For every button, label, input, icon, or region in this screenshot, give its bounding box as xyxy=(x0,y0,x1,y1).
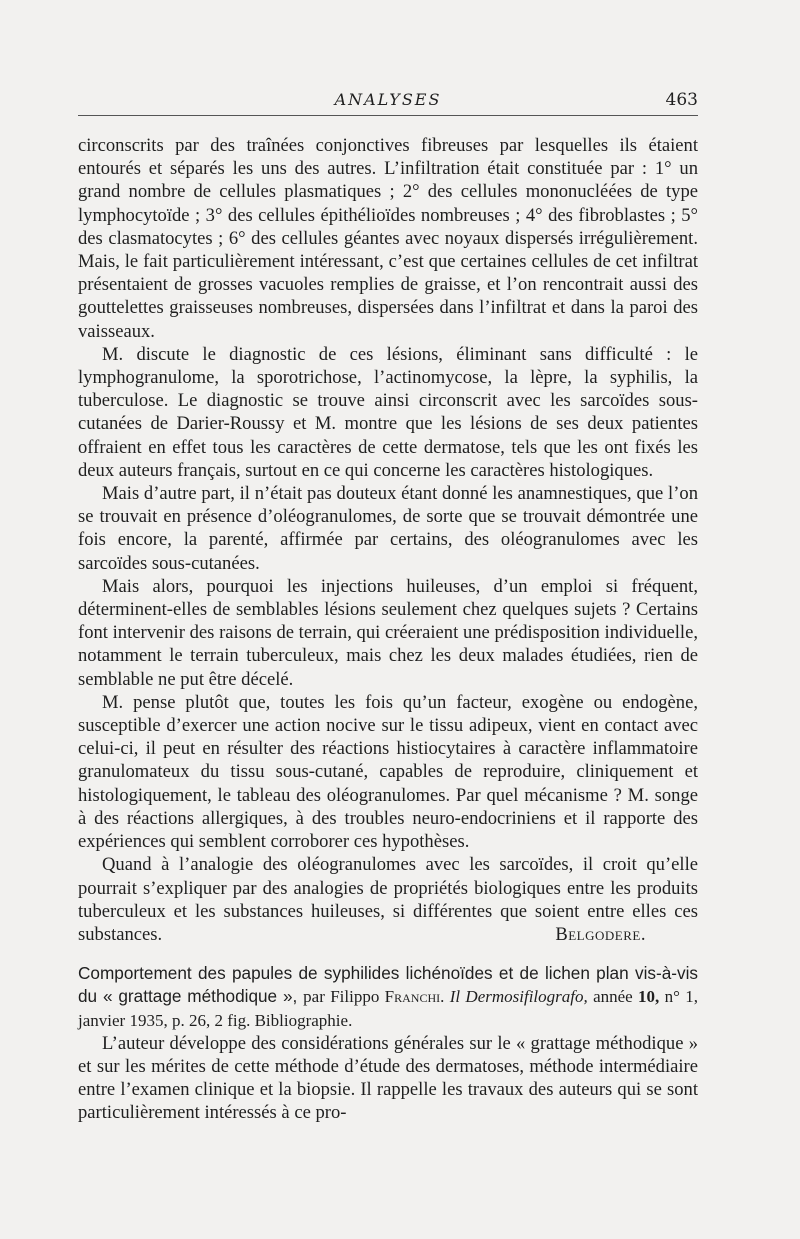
signature: Belgodere. xyxy=(555,923,646,945)
paragraph-diagnosis: M. discute le diagnostic de ces lésions, éliminant sans difficulté : le lymphogranulome, la sporotrichose, l’actinomycose, la lèpre, la syphilis, la tuberculose. Le diagnostic se trouve ainsi circonscrit avec les sarcoïdes sous-cutanées de Darier-Roussy et M. montre que les lésions de ses deux patientes offraient en effet tous les caractères de cette dermatose, tels que les ont fixés les deux auteurs français, surtout en ce qui concerne les caractères histologiques. xyxy=(78,343,698,481)
volume-number: 10, xyxy=(638,987,660,1007)
journal-name: Il Dermosifilografo, xyxy=(449,987,588,1007)
page-number: 463 xyxy=(665,90,698,110)
paragraph-oil-injections: Mais alors, pourquoi les injections huileuses, d’un emploi si fréquent, déterminent-elles de semblables lésions seulement chez quelques sujets ? Certains font intervenir des raisons de terrain, qui créeraient une prédisposition individuelle, notamment le terrain tuberculeux, mais chez les deux malades étudiées, rien de semblable ne put être décelé. xyxy=(78,575,698,690)
citation-details: n° 1, janvier 1935, p. 26, 2 fig. Bibliographie. xyxy=(78,987,698,1030)
paragraph-final: L’auteur développe des considérations générales sur le « grattage méthodique » et sur les mérites de cette méthode d’étude des dermatoses, méthode intermédiaire entre l’examen clinique et la biopsie. Il rappelle les travaux des auteurs qui se sont particulièrement intéressés à ce pro- xyxy=(78,1032,698,1124)
article-title: Comportement des papules de syphilides lichénoïdes et de lichen plan vis-à-vis du « grattage méthodique », xyxy=(78,963,698,1007)
byline-prefix: par Filippo xyxy=(303,987,380,1007)
body-text xyxy=(78,134,698,1125)
year-prefix: année xyxy=(593,987,633,1007)
header-rule xyxy=(78,115,698,116)
article-heading xyxy=(78,962,698,1032)
paragraph-continuation: circonscrits par des traînées conjonctives fibreuses par lesquelles ils étaient entourés et séparés les uns des autres. L’infiltration était constituée par : 1° un grand nombre de cellules plasmatiques ; 2° des cellules mononucléées de type lymphocytoïde ; 3° des cellules épithélioïdes nombreuses ; 4° des fibroblastes ; 5° des clasmatocytes ; 6° des cellules géantes avec noyaux dispersés irrégulièrement. Mais, le fait particulièrement intéressant, c’est que certaines cellules de cet infiltrat présentaient de grosses vacuoles remplies de graisse, et l’on rencontrait aussi des gouttelettes graisseuses nombreuses, dispersées dans l’infiltrat et dans la paroi des vaisseaux. xyxy=(78,135,698,342)
running-head xyxy=(78,88,698,118)
paragraph-anamnesis: Mais d’autre part, il n’était pas douteux étant donné les anamnestiques, que l’on se trouvait en présence d’oléogranulomes, de sorte que se trouvait démontrée une fois encore, la parenté, affirmée par certains, des oléogranulomes avec les sarcoïdes sous-cutanées. xyxy=(78,483,698,574)
author-name: Franchi. xyxy=(384,987,445,1007)
paragraph-analogy xyxy=(78,853,698,946)
paragraph-mechanism: M. pense plutôt que, toutes les fois qu’un facteur, exogène ou endogène, susceptible d’exercer une action nocive sur le tissu adipeux, vient en contact avec celui-ci, il peut en résulter des réactions histiocytaires à caractère inflammatoire granulomateux du tissu sous-cutané, capables de reproduire, cliniquement et histologiquement, le tableau des oléogranulomes. Par quel mécanisme ? M. songe à des réactions allergiques, à des troubles neuro-endocriniens et il rapporte des expériences qui semblent corroborer ces hypothèses. xyxy=(78,691,698,853)
paragraph-analogy-text: Quand à l’analogie des oléogranulomes avec les sarcoïdes, il croit qu’elle pourrait s’expliquer par des analogies de propriétés biologiques entre les produits tuberculeux et les substances huileuses, si différentes que soient entre elles ces substances. xyxy=(78,854,698,945)
running-title: ANALYSES xyxy=(334,90,442,109)
